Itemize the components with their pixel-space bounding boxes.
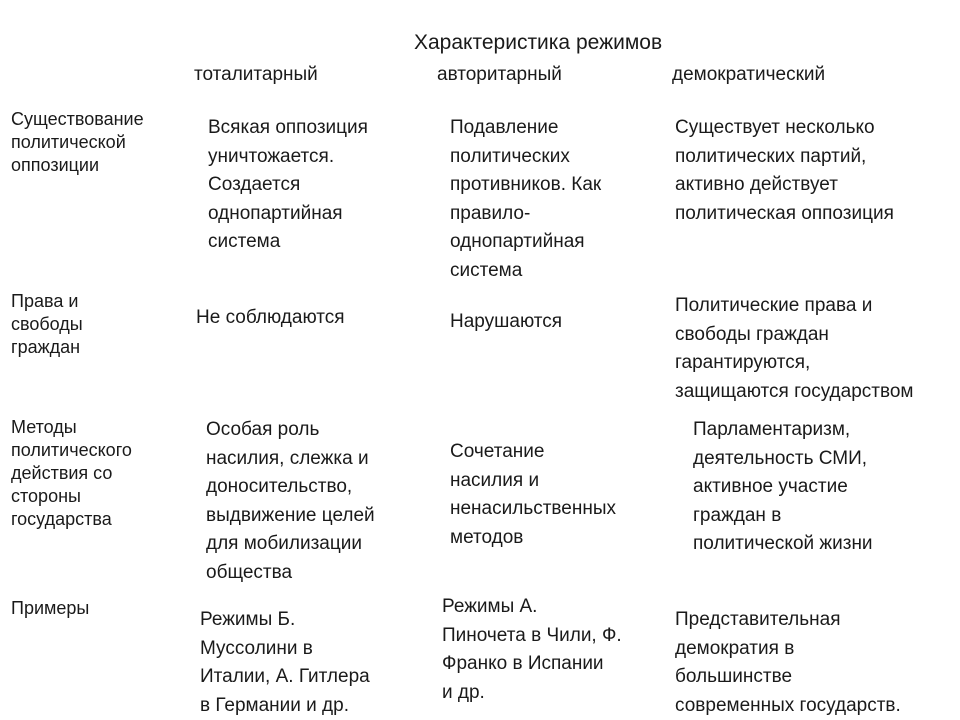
cell-rights-authoritarian — [450, 308, 562, 337]
cell-line: политических — [450, 145, 570, 167]
cell-line: Франко в Испании — [442, 653, 604, 674]
cell-line: политических партий, — [675, 145, 867, 167]
cell-line: свободы граждан — [675, 323, 829, 345]
cell-line: доносительство, — [206, 476, 353, 497]
row-header-line: граждан — [11, 337, 81, 357]
cell-line: современных государств. — [675, 694, 901, 716]
cell-line: однопартийная — [450, 231, 585, 252]
cell-line: для мобилизации — [206, 533, 362, 554]
row-header-examples — [11, 597, 89, 620]
column-header-totalitarian: тоталитарный — [194, 64, 318, 85]
cell-line: выдвижение целей — [206, 504, 375, 526]
cell-line: и др. — [442, 681, 485, 703]
cell-line: Всякая оппозиция — [208, 117, 368, 138]
cell-line: система — [450, 259, 523, 281]
cell-rights-totalitarian — [196, 304, 345, 333]
cell-methods-totalitarian — [206, 416, 375, 587]
cell-line: однопартийная — [208, 202, 343, 224]
row-header-methods — [11, 416, 132, 531]
cell-line: политическая оппозиция — [675, 202, 894, 224]
row-header-line: Примеры — [11, 598, 90, 618]
cell-line: Особая роль — [206, 419, 320, 440]
row-header-line: государства — [11, 509, 112, 529]
table-title: Характеристика режимов — [414, 31, 663, 54]
cell-line: активно действует — [675, 174, 838, 195]
row-header-line: политической — [11, 132, 126, 152]
cell-line: система — [208, 231, 281, 252]
row-header-line: стороны — [11, 486, 81, 506]
row-header-line: политического — [11, 440, 132, 460]
cell-line: Парламентаризм, — [693, 419, 851, 440]
cell-line: противников. Как — [450, 174, 602, 195]
cell-line: уничтожается. — [208, 145, 335, 167]
row-header-line: Существование — [11, 109, 144, 129]
cell-line: Италии, А. Гитлера — [200, 666, 370, 687]
cell-opposition-authoritarian — [450, 114, 601, 285]
cell-examples-authoritarian — [442, 593, 622, 707]
cell-line: в Германии и др. — [200, 694, 349, 716]
row-header-line: Методы — [11, 417, 77, 437]
cell-line: насилия, слежка и — [206, 447, 369, 469]
row-header-line: свободы — [11, 314, 83, 334]
cell-line: граждан в — [693, 504, 782, 526]
cell-opposition-democratic — [675, 114, 894, 228]
cell-line: Режимы Б. — [200, 609, 296, 630]
cell-line: демократия в — [675, 637, 795, 659]
cell-line: Представительная — [675, 609, 841, 630]
cell-examples-democratic — [675, 606, 901, 720]
cell-line: активное участие — [693, 476, 848, 497]
row-header-line: действия со — [11, 463, 113, 483]
cell-line: Не соблюдаются — [196, 307, 345, 328]
cell-line: правило- — [450, 202, 531, 224]
cell-line: защищаются государством — [675, 380, 914, 402]
cell-line: Подавление — [450, 117, 559, 138]
row-header-rights — [11, 290, 83, 359]
cell-line: Нарушаются — [450, 311, 563, 332]
cell-line: насилия и — [450, 469, 540, 491]
cell-line: общества — [206, 561, 293, 583]
column-header-democratic: демократический — [672, 64, 826, 85]
cell-line: Сочетание — [450, 441, 545, 462]
cell-line: гарантируются, — [675, 352, 811, 373]
cell-rights-democratic — [675, 292, 914, 406]
column-header-authoritarian: авторитарный — [437, 64, 562, 85]
cell-line: политической жизни — [693, 533, 873, 554]
cell-line: Пиночета в Чили, Ф. — [442, 624, 622, 646]
cell-line: большинстве — [675, 666, 793, 687]
cell-line: Создается — [208, 174, 301, 195]
cell-line: Существует несколько — [675, 117, 875, 138]
cell-line: деятельность СМИ, — [693, 447, 868, 469]
cell-line: Режимы А. — [442, 596, 538, 617]
cell-line: Политические права и — [675, 295, 873, 316]
cell-line: ненасильственных — [450, 498, 617, 519]
cell-methods-democratic — [693, 416, 873, 559]
row-header-opposition — [11, 108, 144, 177]
cell-examples-totalitarian — [200, 606, 370, 720]
cell-methods-authoritarian — [450, 438, 616, 552]
cell-opposition-totalitarian — [208, 114, 368, 257]
row-header-line: Права и — [11, 291, 79, 311]
cell-line: Муссолини в — [200, 637, 313, 659]
cell-line: методов — [450, 526, 524, 548]
row-header-line: оппозиции — [11, 155, 100, 175]
